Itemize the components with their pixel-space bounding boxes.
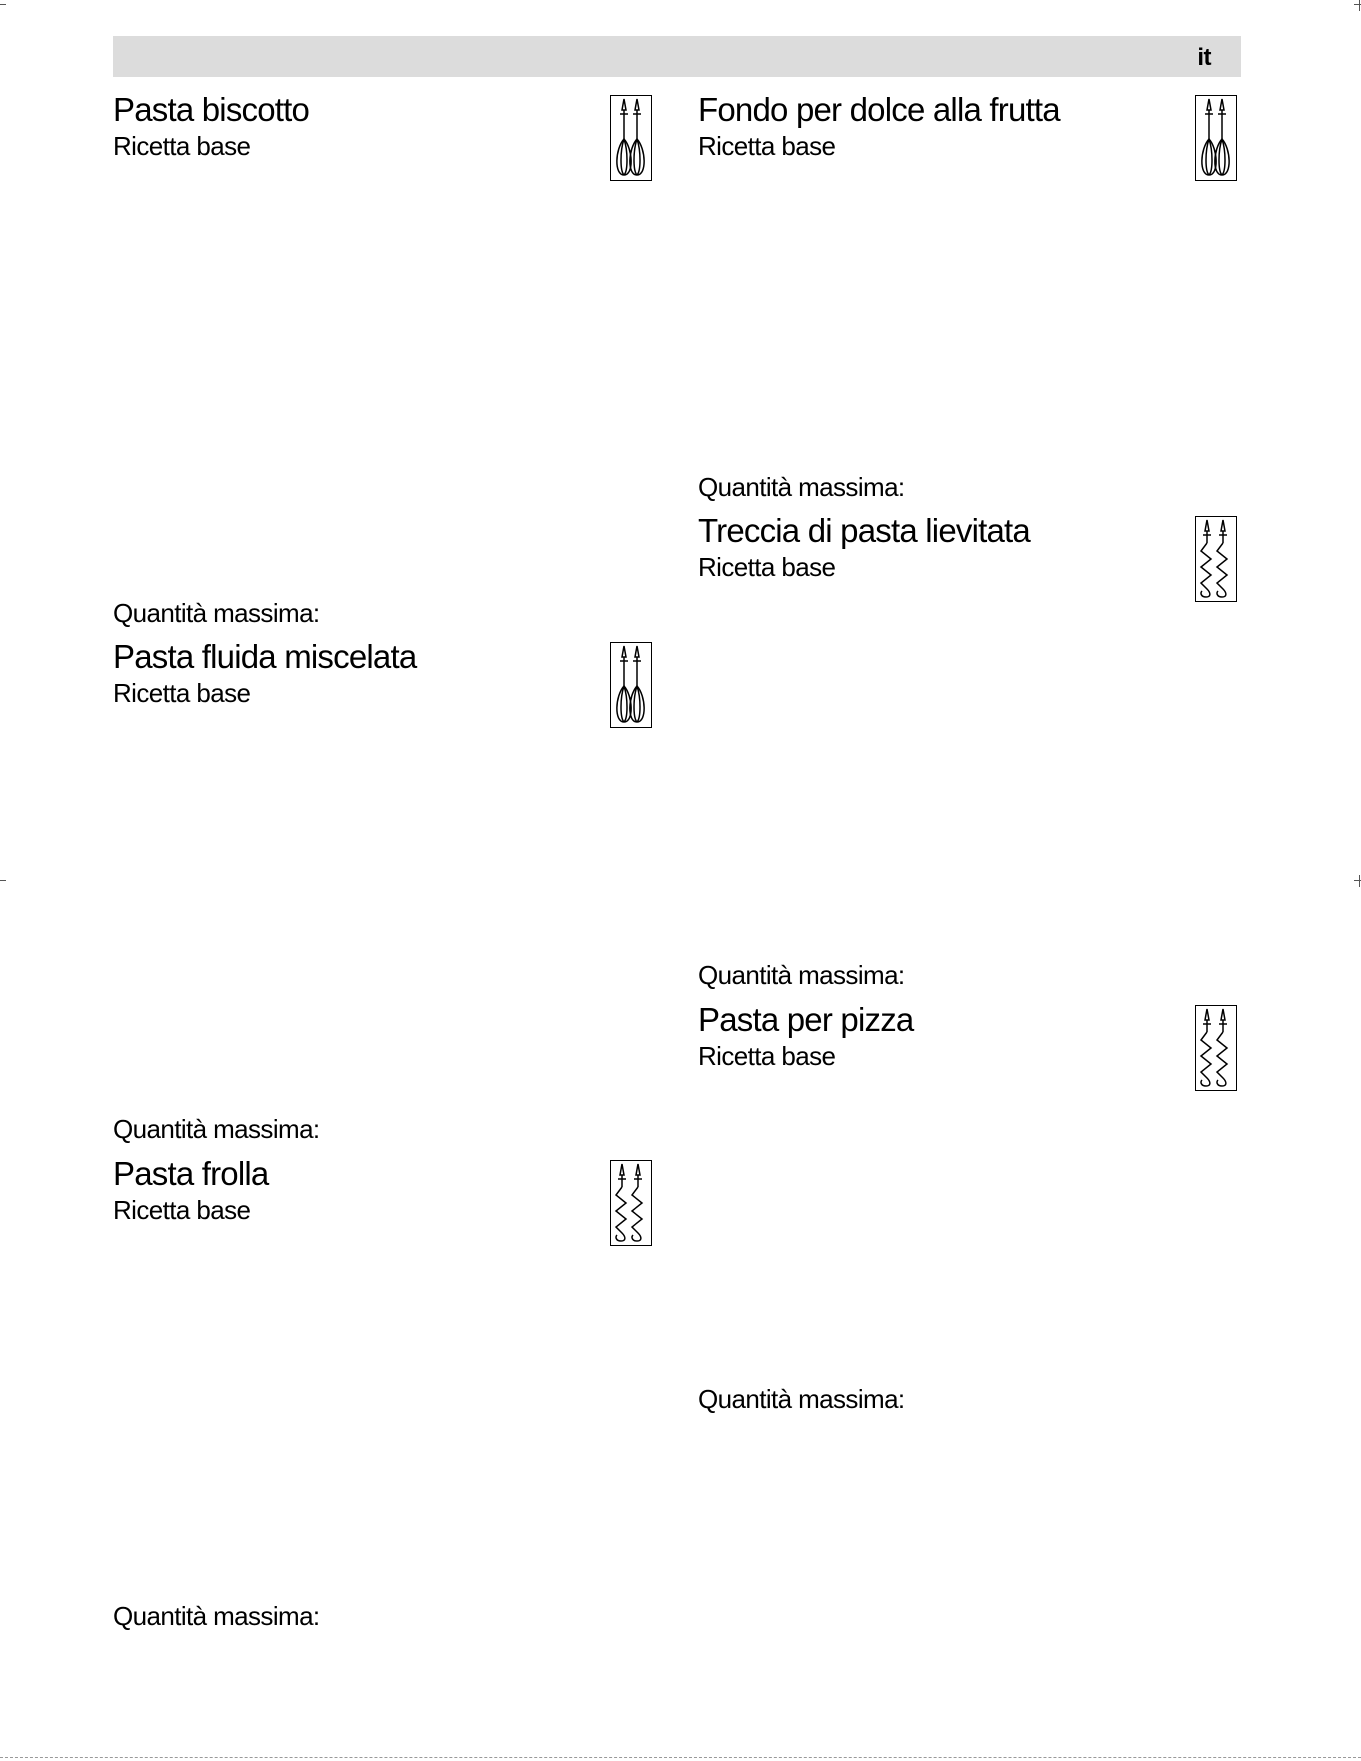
dough-hook-icon (610, 1160, 652, 1246)
recipe-subtitle: Ricetta base (113, 131, 251, 161)
max-quantity-label: Quantità massima: (698, 1384, 905, 1414)
crop-mark-middle-right (1354, 875, 1361, 887)
dough-hook-icon (1195, 1005, 1237, 1091)
crop-mark-top-left (0, 0, 6, 11)
max-quantity-label: Quantità massima: (113, 1114, 320, 1144)
recipe-subtitle: Ricetta base (113, 678, 251, 708)
whisk-icon (610, 642, 652, 728)
max-quantity-label: Quantità massima: (698, 472, 905, 502)
max-quantity-label: Quantità massima: (113, 1601, 320, 1631)
bottom-trim-line (0, 1757, 1361, 1758)
recipe-subtitle: Ricetta base (698, 552, 836, 582)
recipe-subtitle: Ricetta base (698, 1041, 836, 1071)
max-quantity-label: Quantità massima: (113, 598, 320, 628)
whisk-icon (1195, 95, 1237, 181)
recipe-subtitle: Ricetta base (698, 131, 836, 161)
dough-hook-icon (1195, 516, 1237, 602)
language-code: it (1197, 44, 1211, 71)
recipe-subtitle: Ricetta base (113, 1195, 251, 1225)
recipe-title: Fondo per dolce alla frutta (698, 91, 1060, 128)
recipe-title: Pasta biscotto (113, 91, 310, 128)
recipe-title: Pasta frolla (113, 1155, 269, 1192)
whisk-icon (610, 95, 652, 181)
max-quantity-label: Quantità massima: (698, 960, 905, 990)
crop-mark-middle-left (0, 875, 6, 887)
recipe-title: Treccia di pasta lievitata (698, 512, 1030, 549)
crop-mark-top-right (1354, 0, 1361, 11)
header-band (113, 36, 1241, 77)
recipe-title: Pasta fluida miscelata (113, 638, 417, 675)
recipe-title: Pasta per pizza (698, 1001, 914, 1038)
